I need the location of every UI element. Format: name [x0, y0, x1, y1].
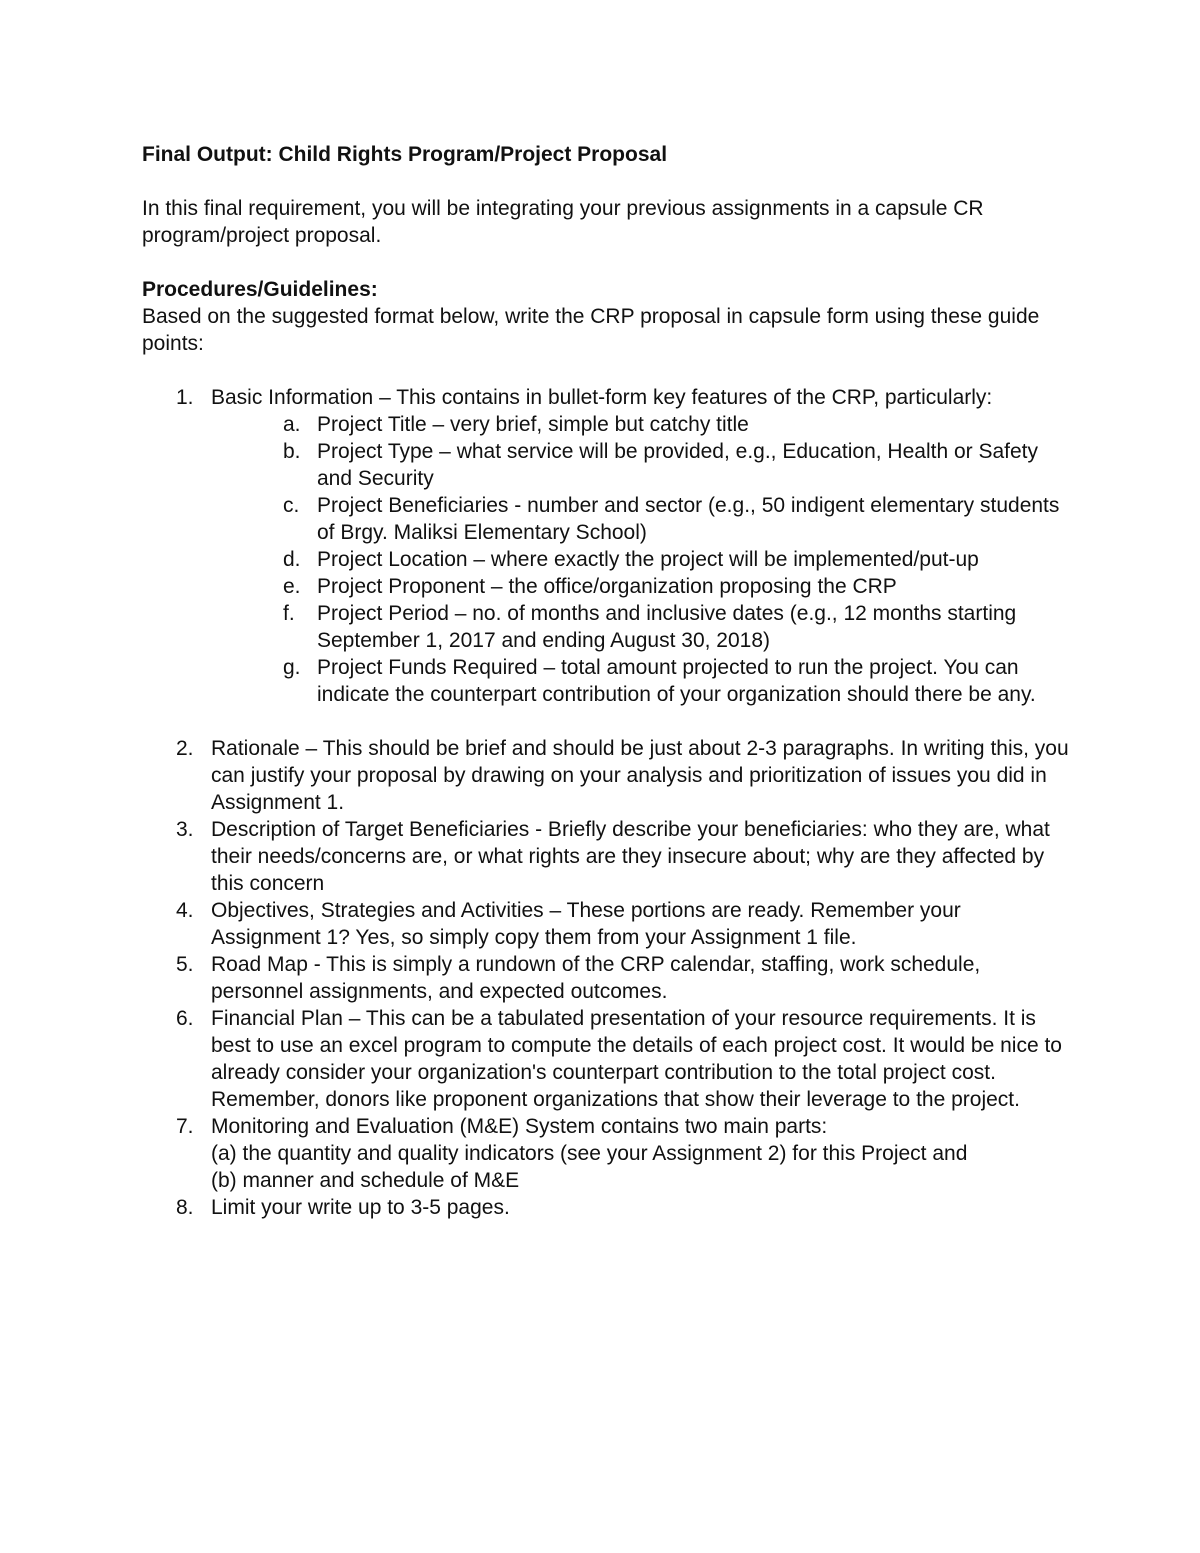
list-spacer [142, 708, 1072, 735]
sub-list [142, 411, 1072, 708]
list-item [142, 735, 1072, 816]
list-item-number: 3. [176, 818, 194, 841]
list-item [142, 897, 1072, 951]
list-item-text: Objectives, Strategies and Activities – These portions are ready. Remember your Assignment 1? Yes, so simply copy them from your Assignment 1 file. [211, 899, 961, 949]
list-item-number: 6. [176, 1007, 194, 1030]
list-item-number: 5. [176, 953, 194, 976]
sub-list-item-letter: e. [283, 575, 301, 598]
list-item-text: Rationale – This should be brief and should be just about 2-3 paragraphs. In writing this, you can justify your proposal by drawing on your analysis and prioritization of issues you did in Assignment 1. [211, 737, 1069, 814]
document-page [142, 141, 1072, 1221]
sub-list-item-letter: b. [283, 440, 301, 463]
sub-list-item [142, 654, 1072, 708]
sub-list-item [142, 546, 1072, 573]
sub-list-item-text: Project Period – no. of months and inclusive dates (e.g., 12 months starting September 1, 2017 and ending August 30, 2018) [317, 602, 1017, 652]
sub-list-item-text: Project Beneficiaries - number and sector (e.g., 50 indigent elementary students of Brgy. Maliksi Elementary School) [317, 494, 1060, 544]
sub-list-item-letter: c. [283, 494, 300, 517]
procedures-heading: Procedures/Guidelines: [142, 278, 378, 301]
sub-list-item-text: Project Type – what service will be provided, e.g., Education, Health or Safety and Security [317, 440, 1038, 490]
list-item-number: 2. [176, 737, 194, 760]
sub-list-item-text: Project Location – where exactly the project will be implemented/put-up [317, 548, 979, 571]
list-item-text: Limit your write up to 3-5 pages. [211, 1196, 510, 1219]
list-item [142, 1005, 1072, 1113]
document-title: Final Output: Child Rights Program/Project Proposal [142, 143, 668, 166]
list-item [142, 1113, 1072, 1194]
sub-list-item-letter: f. [283, 602, 295, 625]
list-item-text: Financial Plan – This can be a tabulated presentation of your resource requirements. It is best to use an excel program to compute the details of each project cost. It would be nice to already consider your organization's counterpart contribution to the total project cost. Remember, donors like proponent organizations that show their leverage to the project. [211, 1007, 1062, 1111]
sub-list-item-letter: a. [283, 413, 301, 436]
list-item [142, 384, 1072, 411]
sub-list-item-text: Project Proponent – the office/organization proposing the CRP [317, 575, 897, 598]
list-item-number: 7. [176, 1115, 194, 1138]
list-item-number: 8. [176, 1196, 194, 1219]
list-item [142, 816, 1072, 897]
sub-list-item-text: Project Title – very brief, simple but catchy title [317, 413, 749, 436]
sub-list-item [142, 492, 1072, 546]
list-item-subline: (b) manner and schedule of M&E [211, 1169, 520, 1192]
list-item-text: Road Map - This is simply a rundown of the CRP calendar, staffing, work schedule, personnel assignments, and expected outcomes. [211, 953, 981, 1003]
sub-list-item-text: Project Funds Required – total amount projected to run the project. You can indicate the counterpart contribution of your organization should there be any. [317, 656, 1036, 706]
list-item-text: Description of Target Beneficiaries - Briefly describe your beneficiaries: who they are, what their needs/concerns are, or what rights are they insecure about; why are they affected by this concern [211, 818, 1050, 895]
guide-points-list [142, 384, 1072, 1221]
list-item-text: Basic Information – This contains in bullet-form key features of the CRP, particularly: [211, 386, 993, 409]
intro-paragraph: In this final requirement, you will be integrating your previous assignments in a capsule CR program/project proposal. [142, 197, 984, 247]
list-item [142, 1194, 1072, 1221]
procedures-text: Based on the suggested format below, write the CRP proposal in capsule form using these guide points: [142, 305, 1040, 355]
list-item-number: 1. [176, 386, 194, 409]
sub-list-item [142, 573, 1072, 600]
sub-list-item-letter: d. [283, 548, 301, 571]
list-item-subline: (a) the quantity and quality indicators (see your Assignment 2) for this Project and [211, 1142, 968, 1165]
list-item [142, 951, 1072, 1005]
list-item-number: 4. [176, 899, 194, 922]
sub-list-item [142, 600, 1072, 654]
sub-list-item-letter: g. [283, 656, 301, 679]
list-item-text: Monitoring and Evaluation (M&E) System contains two main parts: [211, 1115, 828, 1138]
sub-list-item [142, 438, 1072, 492]
sub-list-item [142, 411, 1072, 438]
